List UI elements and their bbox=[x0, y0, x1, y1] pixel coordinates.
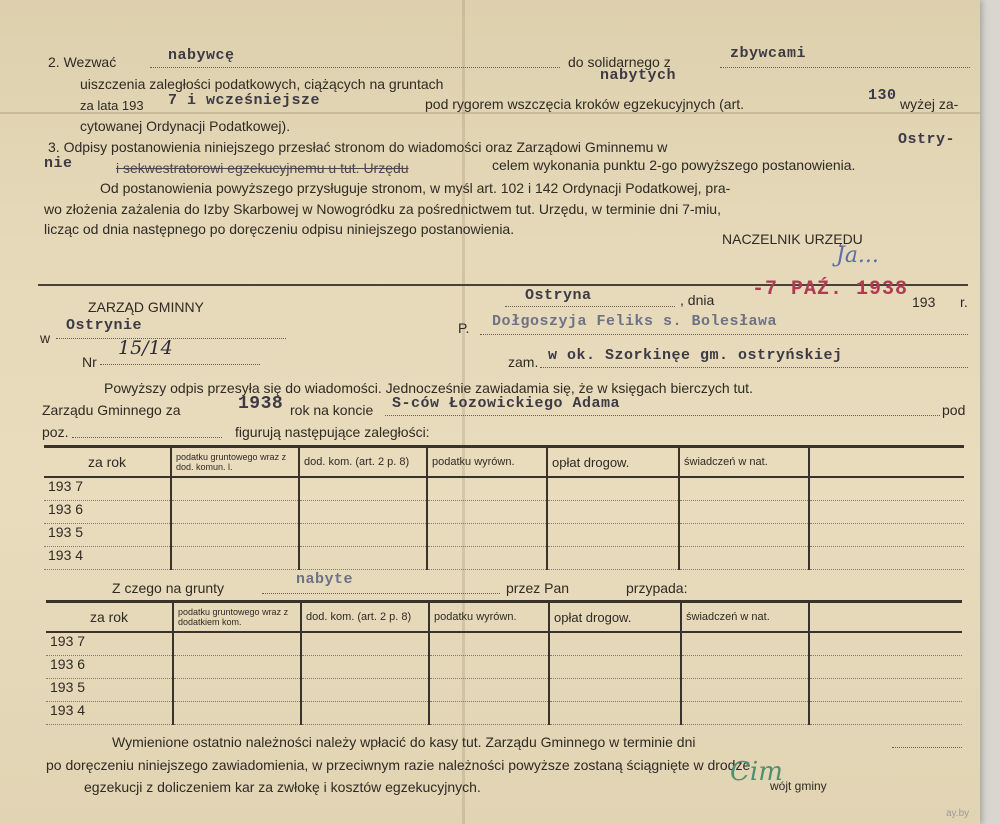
cell bbox=[809, 524, 964, 547]
table-row bbox=[46, 656, 962, 679]
fill-line bbox=[262, 593, 500, 594]
fill-line bbox=[505, 306, 675, 307]
year-prefix: 193 bbox=[912, 294, 936, 310]
para2-c: pod bbox=[942, 402, 966, 418]
cell bbox=[809, 632, 962, 656]
fill-line bbox=[150, 67, 560, 68]
cell bbox=[171, 501, 299, 524]
line4-text: cytowanej Ordynacji Podatkowej). bbox=[80, 118, 291, 134]
cell bbox=[171, 477, 299, 501]
fold-crease-horizontal bbox=[0, 112, 980, 114]
chief-title: NACZELNIK URZĘDU bbox=[722, 231, 863, 247]
fill-line bbox=[480, 334, 968, 335]
line3-fill: 7 i wcześniejsze bbox=[168, 92, 321, 109]
nr-label: Nr bbox=[82, 354, 97, 370]
item2-mid: do solidarnego z bbox=[568, 54, 671, 70]
fill-line bbox=[100, 364, 260, 365]
fill-line bbox=[720, 67, 970, 68]
item3-fill: Ostry- bbox=[898, 131, 956, 148]
cell bbox=[809, 656, 962, 679]
cell bbox=[679, 524, 809, 547]
table-row bbox=[44, 477, 964, 501]
cell bbox=[299, 501, 427, 524]
r-label: r. bbox=[960, 294, 968, 310]
header-year: za rok bbox=[44, 448, 171, 477]
line9-text: licząc od dnia następnego po doręczeniu odpisu niniejszego postanowienia. bbox=[44, 221, 515, 237]
bottom-line1: Wymienione ostatnio należności należy wpłacić do kasy tut. Zarządu Gminnego w terminie dni bbox=[112, 734, 696, 750]
line2-text: uiszczenia zaległości podatkowych, ciążących na gruntach bbox=[80, 76, 444, 92]
line3-a: za lata 193 bbox=[80, 98, 144, 113]
cell bbox=[299, 477, 427, 501]
line3-b: pod rygorem wszczęcia kroków egzekucyjnych (art. bbox=[425, 96, 745, 112]
table-row bbox=[46, 702, 962, 725]
cell bbox=[549, 679, 681, 702]
table-row bbox=[44, 547, 964, 570]
cell bbox=[809, 547, 964, 570]
struck-text: i sekwestratorowi egzekucyjnemu u tut. Urzędu bbox=[116, 160, 409, 176]
middle-c: przypada: bbox=[626, 580, 688, 596]
cell bbox=[429, 656, 549, 679]
cell bbox=[549, 702, 681, 725]
cell bbox=[549, 632, 681, 656]
cell bbox=[429, 702, 549, 725]
year-cell: 193 4 bbox=[44, 547, 171, 570]
fill-line bbox=[540, 367, 968, 368]
cell bbox=[427, 501, 547, 524]
cell bbox=[547, 501, 679, 524]
nr-value: 15/14 bbox=[118, 337, 173, 359]
para3-a: poz. bbox=[42, 424, 69, 440]
cell bbox=[429, 679, 549, 702]
table-row bbox=[46, 679, 962, 702]
year-cell: 193 6 bbox=[44, 501, 171, 524]
header-year: za rok bbox=[46, 603, 173, 632]
address: w ok. Szorkinęe gm. ostryńskiej bbox=[548, 347, 843, 364]
office-title: ZARZĄD GMINNY bbox=[88, 299, 204, 315]
cell bbox=[173, 679, 301, 702]
cell bbox=[681, 632, 809, 656]
wojt-title: wójt gminy bbox=[770, 779, 827, 793]
cell bbox=[301, 679, 429, 702]
sellers-fill: zbywcami bbox=[730, 45, 807, 62]
cell bbox=[547, 524, 679, 547]
cell bbox=[547, 547, 679, 570]
zam-label: zam. bbox=[508, 354, 539, 370]
year-cell: 193 5 bbox=[44, 524, 171, 547]
header-road: opłat drogow. bbox=[549, 603, 681, 632]
year-cell: 193 5 bbox=[46, 679, 173, 702]
cell bbox=[173, 702, 301, 725]
item2-prefix: 2. Wezwać bbox=[48, 54, 117, 70]
arrears-table bbox=[44, 448, 964, 570]
fill-line bbox=[385, 415, 940, 416]
cell bbox=[679, 501, 809, 524]
p-label: P. bbox=[458, 320, 470, 336]
cell bbox=[547, 477, 679, 501]
table-row bbox=[46, 632, 962, 656]
cell bbox=[301, 702, 429, 725]
bottom-line2: po doręczeniu niniejszego zawiadomienia, w przeciwnym razie należności powyższe zostaną ściągnięte w drodze bbox=[46, 757, 751, 773]
chief-signature: Ja... bbox=[836, 243, 879, 268]
year-cell: 193 7 bbox=[44, 477, 171, 501]
cell bbox=[679, 477, 809, 501]
cell bbox=[809, 702, 962, 725]
line3-c: wyżej za- bbox=[900, 96, 959, 112]
para2-year: 1938 bbox=[238, 394, 284, 414]
header-in-kind: świadczeń w nat. bbox=[681, 603, 809, 632]
cell bbox=[171, 524, 299, 547]
header-land-tax: podatku gruntowego wraz z dod. komun. l. bbox=[171, 448, 299, 477]
middle-fill: nabyte bbox=[296, 571, 354, 588]
cell bbox=[173, 632, 301, 656]
cell bbox=[809, 501, 964, 524]
middle-a: Z czego na grunty bbox=[112, 580, 225, 596]
cell bbox=[681, 679, 809, 702]
date-stamp: -7 PAŹ. 1938 bbox=[752, 278, 909, 301]
para2-b: rok na koncie bbox=[290, 402, 374, 418]
cell bbox=[301, 632, 429, 656]
year-cell: 193 6 bbox=[46, 656, 173, 679]
office-place: Ostrynie bbox=[66, 317, 143, 334]
header-land-tax: podatku gruntowego wraz z dodatkiem kom. bbox=[173, 603, 301, 632]
account-name: S-ców Łozowickiego Adama bbox=[392, 395, 621, 412]
table-row bbox=[44, 524, 964, 547]
cell bbox=[299, 547, 427, 570]
header-equalization: podatku wyrówn. bbox=[427, 448, 547, 477]
header-equalization: podatku wyrówn. bbox=[429, 603, 549, 632]
middle-b: przez Pan bbox=[506, 580, 570, 596]
cell bbox=[427, 547, 547, 570]
table-header-row bbox=[46, 603, 962, 632]
dnia-label: , dnia bbox=[680, 292, 715, 308]
cell bbox=[809, 679, 962, 702]
watermark: ay.by bbox=[946, 808, 970, 819]
cell bbox=[429, 632, 549, 656]
bottom-line3: egzekucji z doliczeniem kar za zwłokę i kosztów egzekucyjnych. bbox=[84, 779, 481, 795]
header-extra bbox=[809, 448, 964, 477]
buyer-fill: nabywcę bbox=[168, 47, 235, 64]
line6-fill: nie bbox=[44, 155, 73, 172]
cell bbox=[299, 524, 427, 547]
header-road: opłat drogow. bbox=[547, 448, 679, 477]
table-header-row bbox=[44, 448, 964, 477]
cell bbox=[681, 702, 809, 725]
person-name: Dołgoszyja Feliks s. Bolesława bbox=[492, 313, 778, 330]
header-extra bbox=[809, 603, 962, 632]
line2-fill: nabytych bbox=[600, 67, 677, 84]
cell bbox=[427, 477, 547, 501]
line6-text: celem wykonania punktu 2-go powyższego postanowienia. bbox=[492, 157, 856, 173]
para1: Powyższy odpis przesyła się do wiadomości. Jednocześnie zawiadamia się, że w księgach bierczych tut. bbox=[104, 380, 753, 396]
para3-b: figurują następujące zaległości: bbox=[235, 424, 430, 440]
year-cell: 193 7 bbox=[46, 632, 173, 656]
cell bbox=[679, 547, 809, 570]
cell bbox=[681, 656, 809, 679]
article-number: 130 bbox=[868, 87, 897, 104]
header-additional: dod. kom. (art. 2 p. 8) bbox=[301, 603, 429, 632]
line8-text: wo złożenia zażalenia do Izby Skarbowej w Nowogródku za pośrednictwem tut. Urzędu, w terminie dni 7-miu, bbox=[44, 201, 721, 217]
cell bbox=[549, 656, 681, 679]
para2-a: Zarządu Gminnego za bbox=[42, 402, 181, 418]
w-label: w bbox=[40, 330, 51, 346]
cell bbox=[171, 547, 299, 570]
item3-text: 3. Odpisy postanowienia niniejszego przesłać stronom do wiadomości oraz Zarządowi Gminnemu w bbox=[48, 139, 668, 155]
fill-line bbox=[892, 747, 962, 748]
cell bbox=[173, 656, 301, 679]
table-row bbox=[44, 501, 964, 524]
year-cell: 193 4 bbox=[46, 702, 173, 725]
cell bbox=[809, 477, 964, 501]
city: Ostryna bbox=[525, 287, 592, 304]
share-table bbox=[46, 603, 962, 725]
wojt-signature: Cim bbox=[730, 757, 783, 787]
fill-line bbox=[72, 437, 222, 438]
cell bbox=[427, 524, 547, 547]
cell bbox=[301, 656, 429, 679]
header-additional: dod. kom. (art. 2 p. 8) bbox=[299, 448, 427, 477]
header-in-kind: świadczeń w nat. bbox=[679, 448, 809, 477]
line7-text: Od postanowienia powyższego przysługuje stronom, w myśl art. 102 i 142 Ordynacji Podatkowej, pra- bbox=[100, 180, 731, 196]
